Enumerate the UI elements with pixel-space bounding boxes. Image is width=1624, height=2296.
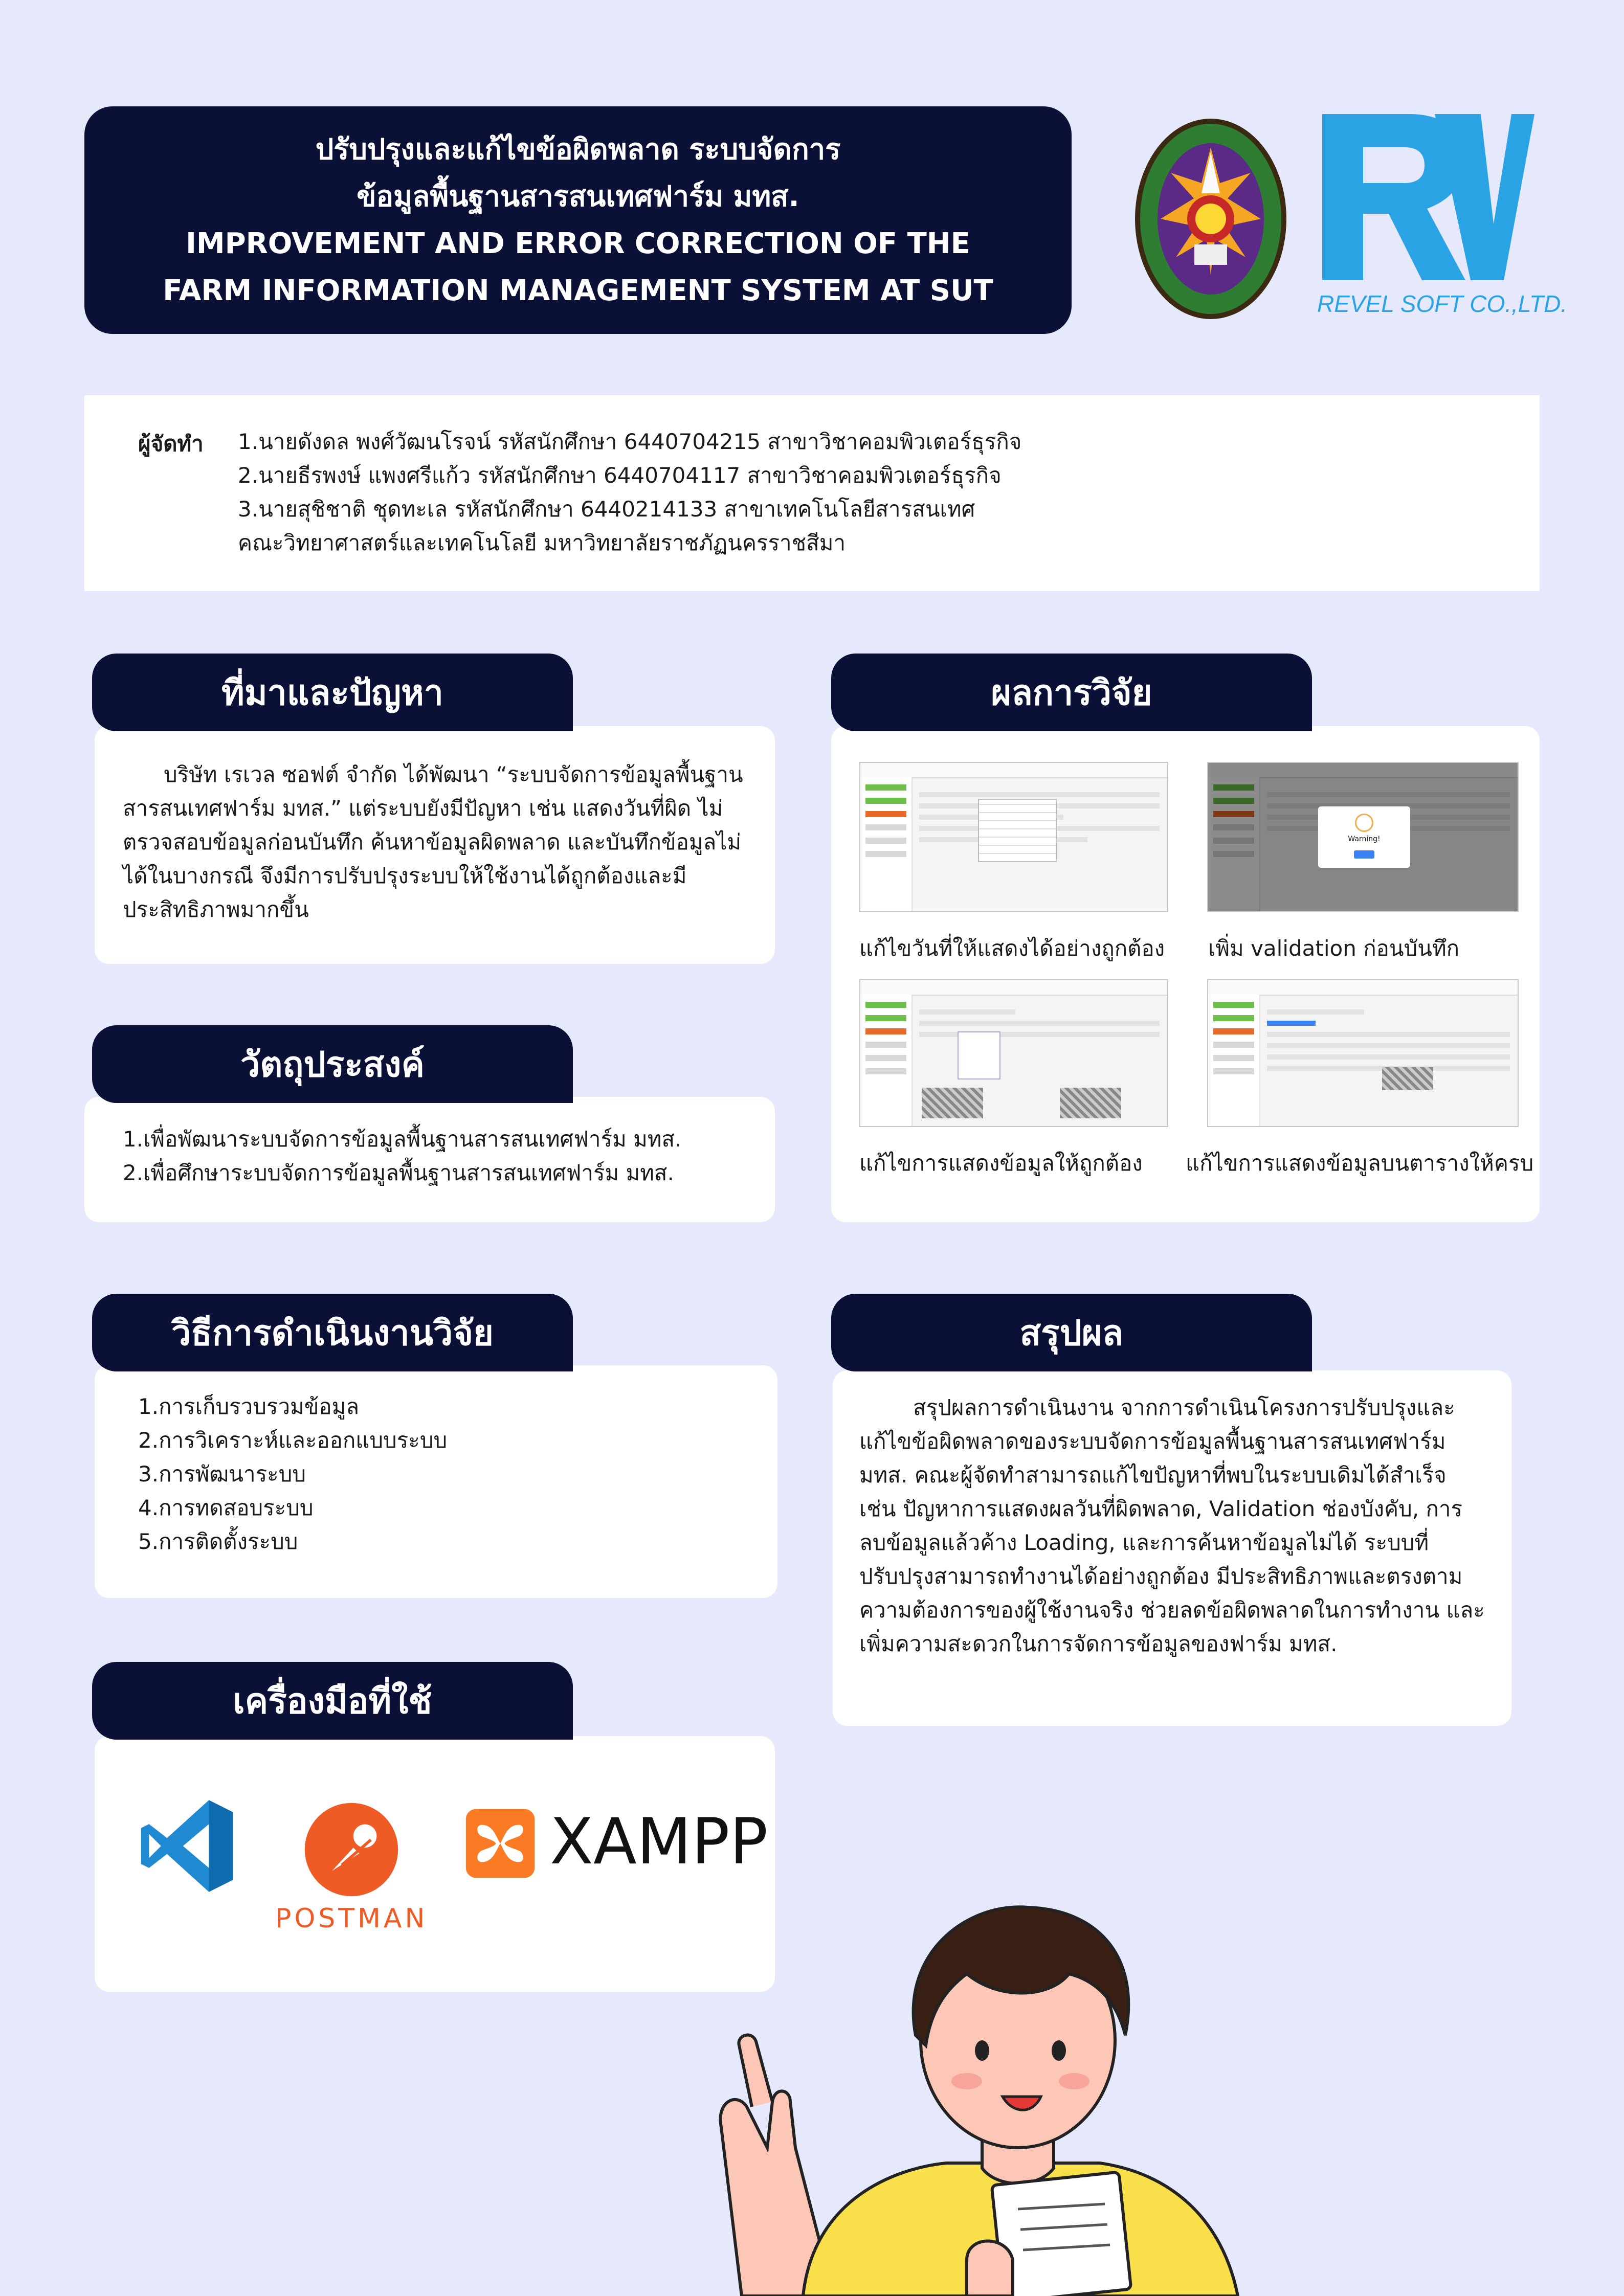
warning-modal-title: Warning! xyxy=(1348,835,1381,843)
method-item: 3.การพัฒนาระบบ xyxy=(138,1461,306,1487)
postman-icon xyxy=(303,1801,400,1898)
authors-list xyxy=(238,425,1021,560)
objectives-heading: วัตถุประสงค์ xyxy=(92,1025,573,1103)
vscode-icon xyxy=(137,1795,237,1897)
objective-item: 2.เพื่อศึกษาระบบจัดการข้อมูลพื้นฐานสารสนเทศฟาร์ม มทส. xyxy=(123,1160,674,1185)
method-item: 1.การเก็บรวบรวมข้อมูล xyxy=(138,1394,360,1419)
background-text: บริษัท เรเวล ซอฟต์ จำกัด ได้พัฒนา “ระบบจัดการข้อมูลพื้นฐานสารสนเทศฟาร์ม มทส.” แต่ระบบยังมีปัญหา เช่น แสดงวันที่ผิด ไม่ตรวจสอบข้อมูลก่อนบันทึก ค้นหาข้อมูลผิดพลาด และบันทึกข้อมูลไม่ได้ในบางกรณี จึงมีการปรับปรุงระบบให้ใช้งานได้ถูกต้องและมีประสิทธิภาพมากขึ้น xyxy=(123,762,743,922)
caption-table-display: แก้ไขการแสดงข้อมูลบนตารางให้ครบ xyxy=(1186,1151,1534,1176)
caption-date-fix: แก้ไขวันที่ให้แสดงได้อย่างถูกต้อง xyxy=(859,936,1165,961)
methods-heading: วิธีการดำเนินงานวิจัย xyxy=(92,1294,573,1371)
method-item: 2.การวิเคราะห์และออกแบบระบบ xyxy=(138,1428,448,1453)
xampp-label: XAMPP xyxy=(550,1805,768,1879)
authors-card xyxy=(84,395,1540,591)
author-line: 1.นายดังดล พงศ์วัฒนโรจน์ รหัสนักศึกษา 6440704215 สาขาวิชาคอมพิวเตอร์ธุรกิจ xyxy=(238,429,1022,454)
background-heading: ที่มาและปัญหา xyxy=(92,654,573,731)
faculty-line: คณะวิทยาศาสตร์และเทคโนโลยี มหาวิทยาลัยราชภัฏนครราชสีมา xyxy=(238,530,846,555)
caption-validation: เพิ่ม validation ก่อนบันทึก xyxy=(1208,936,1460,961)
caption-data-display: แก้ไขการแสดงข้อมูลให้ถูกต้อง xyxy=(859,1151,1143,1176)
results-heading: ผลการวิจัย xyxy=(831,654,1312,731)
objectives-list xyxy=(123,1122,681,1190)
tools-heading: เครื่องมือที่ใช้ xyxy=(92,1662,573,1740)
revel-soft-label: REVEL SOFT CO.,LTD. xyxy=(1317,290,1568,317)
screenshot-table-display xyxy=(1207,979,1519,1127)
author-line: 2.นายธีรพงษ์ แพงศรีแก้ว รหัสนักศึกษา 6440704117 สาขาวิชาคอมพิวเตอร์ธุรกิจ xyxy=(238,463,1002,488)
methods-card xyxy=(95,1365,777,1598)
title-th-line2: ข้อมูลพื้นฐานสารสนเทศฟาร์ม มทส. xyxy=(357,179,799,213)
conclusion-heading: สรุปผล xyxy=(831,1294,1312,1371)
conclusion-text: สรุปผลการดำเนินงาน จากการดำเนินโครงการปรับปรุงและแก้ไขข้อผิดพลาดของระบบจัดการข้อมูลพื้นฐานสารสนเทศฟาร์ม มทส. คณะผู้จัดทำสามารถแก้ไขปัญหาที่พบในระบบเดิมได้สำเร็จ เช่น ปัญหาการแสดงผลวันที่ผิดพลาด, Validation ช่องบังคับ, การลบข้อมูลแล้วค้าง Loading, และการค้นหาข้อมูลไม่ได้ ระบบที่ปรับปรุงสามารถทำงานได้อย่างถูกต้อง มีประสิทธิภาพและตรงตามความต้องการของผู้ใช้งานจริง ช่วยลดข้อผิดพลาดในการทำงาน และเพิ่มความสะดวกในการจัดการข้อมูลของฟาร์ม มทส. xyxy=(859,1395,1485,1656)
author-line: 3.นายสุชิชาติ ชุดทะเล รหัสนักศึกษา 6440214133 สาขาเทคโนโลยีสารสนเทศ xyxy=(238,497,975,522)
title-en-line2: FARM INFORMATION MANAGEMENT SYSTEM AT SUT xyxy=(163,274,993,307)
authors-label: ผู้จัดทำ xyxy=(138,431,204,456)
cartoon-character-illustration xyxy=(680,1861,1366,2296)
method-item: 4.การทดสอบระบบ xyxy=(138,1495,314,1520)
screenshot-validation xyxy=(1207,762,1519,912)
revel-soft-logo xyxy=(1317,111,1568,317)
objectives-card xyxy=(84,1097,775,1222)
title-banner xyxy=(84,106,1072,334)
warning-modal xyxy=(1318,806,1410,868)
method-item: 5.การติดตั้งระบบ xyxy=(138,1529,298,1554)
conclusion-card xyxy=(833,1370,1511,1726)
university-logo xyxy=(1133,117,1289,321)
screenshot-data-display xyxy=(859,979,1168,1127)
postman-label: POSTMAN xyxy=(275,1903,428,1934)
methods-list xyxy=(138,1390,447,1559)
background-card xyxy=(95,726,775,964)
screenshot-date-fix xyxy=(859,762,1168,912)
title-th-line1: ปรับปรุงและแก้ไขข้อผิดพลาด ระบบจัดการ xyxy=(315,132,841,166)
title-en-line1: IMPROVEMENT AND ERROR CORRECTION OF THE xyxy=(186,227,970,260)
xampp-icon xyxy=(464,1808,536,1879)
objective-item: 1.เพื่อพัฒนาระบบจัดการข้อมูลพื้นฐานสารสนเทศฟาร์ม มทส. xyxy=(123,1127,682,1152)
